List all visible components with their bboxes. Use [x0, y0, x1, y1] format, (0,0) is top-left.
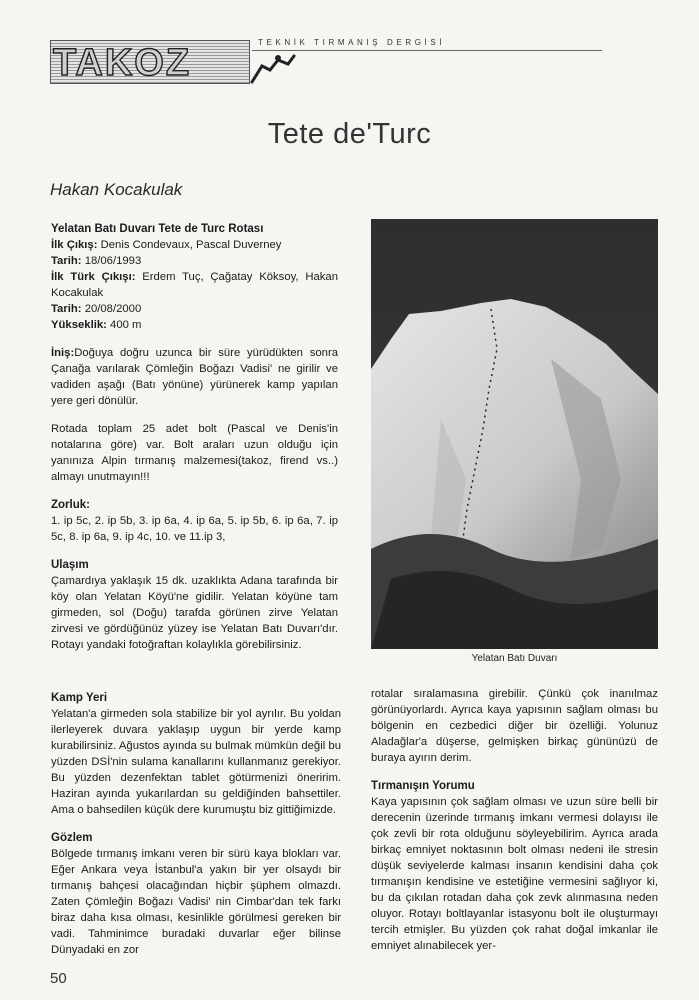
date1-label: Tarih:	[51, 255, 82, 267]
descent-paragraph	[51, 345, 338, 409]
header-rule	[252, 50, 602, 51]
continued-text: rotalar sıralamasına girebilir. Çünkü çok inanılmaz görünüyorlardı. Ayrıca kaya yapısının sağlam olması bu bölgenin en cezbedici diğer bir özelliği. Yolunuz Aladağlar'a düşerse, gelmişken birkaç gününüzü de buraya ayırın derim.	[371, 688, 658, 764]
descent-text: Doğuya doğru uzunca bir süre yürüdükten sonra Çanağa varılarak Çömleğin Boğazı Vadisi' ne girilir ve vadiden aşağı (Batı yönüne) yürünerek kamp yapılan yere geri dönülür.	[51, 347, 338, 407]
access-text: Çamardıya yaklaşık 15 dk. uzaklıkta Adana tarafında bir köy olan Yelatan Köyü'ne gidilir. Yelatan köyüne tam girmeden, sol (Doğu) tarafda görünen zirve Yelatan zirvesi ve gördüğünüz yüzey ise Yelatan Batı Duvarı'dır. Rotayı yandaki fotoğraftan kolaylıkla görebilirsiniz.	[51, 575, 338, 651]
date1-line	[51, 253, 338, 269]
column-right-bottom	[371, 686, 658, 954]
first-turkish-label: İlk Türk Çıkışı:	[51, 271, 136, 283]
route-heading: Yelatan Batı Duvarı Tete de Turc Rotası	[51, 223, 264, 235]
first-turkish-value: Erdem Tuç, Çağatay Köksoy, Hakan Kocakulak	[51, 271, 338, 299]
magazine-header	[50, 34, 610, 94]
logo-text: TAKOZ	[53, 42, 192, 84]
observation-heading: Gözlem	[51, 832, 93, 844]
tagline: TEKNİK TIRMANIŞ DERGİSİ	[258, 38, 446, 47]
date1-value: 18/06/1993	[84, 255, 142, 267]
page-number: 50	[50, 970, 67, 987]
difficulty-text: 1. ip 5c, 2. ip 5b, 3. ip 6a, 4. ip 6a, 5. ip 5b, 6. ip 6a, 7. ip 5c, 8. ip 6a, 9. ip 4c, 10. ve 11.ip 3,	[51, 515, 338, 543]
route-photo-image	[371, 219, 658, 649]
first-turkish-line	[51, 269, 338, 301]
commentary-text: Kaya yapısının çok sağlam olması ve uzun süre belli bir derecenin üzerinde tırmanış imkanı vermesi dolayısı ile çok zevli bir rota olduğunu söyleyebilirim. Ayrıca arada birkaç emniyet noktasının bolt olması nedeni ile stresin düşük seviyelerde kalması insanın kendisini daha çok tırmanışın kendisine ve estetiğine vermesini sağlıyor ki, bu da çıkılan rotadan daha çok zevk alınmasına neden oluyor. Rotayı boltlayanlar istasyonu bolt ile oluşturmayı tercih etmişler. Bu yüzden çok rahat doğal imkanlar ile emniyet alınabilecek yer-	[371, 796, 658, 952]
article-title: Tete de'Turc	[267, 118, 432, 150]
route-photo	[371, 219, 658, 649]
article-author: Hakan Kocakulak	[50, 180, 183, 199]
column-left-top	[51, 221, 338, 653]
first-ascent-line	[51, 237, 338, 253]
camp-text: Yelatan'a girmeden sola stabilize bir yol ayrılır. Bu yoldan ilerleyerek duvara yaklaşıp uygun bir yerde kamp kurabilirsiniz. Ağustos ayında su bulmak mümkün değil bu yüzden DSİ'nin sulama kanallarını kullanmanız gerekiyor. Bu yüzden dezenfektan tablet götürmenizi öneririm. Haziran ayında yukarılardan su geldiğinden bahsettiler. Ama o bahsedilen küçük dere kurumuştu biz gittiğimizde.	[51, 708, 341, 816]
camp-heading: Kamp Yeri	[51, 692, 108, 704]
commentary-heading: Tırmanışın Yorumu	[371, 780, 475, 792]
height-label: Yükseklik:	[51, 319, 107, 331]
difficulty-heading: Zorluk:	[51, 499, 90, 511]
first-ascent-value: Denis Condevaux, Pascal Duverney	[100, 239, 282, 251]
takoz-logo	[50, 40, 250, 84]
column-left-bottom	[51, 690, 341, 958]
access-heading: Ulaşım	[51, 559, 89, 571]
climber-icon	[248, 52, 298, 86]
date2-value: 20/08/2000	[84, 303, 142, 315]
height-value: 400 m	[110, 319, 142, 331]
photo-caption: Yelatan Batı Duvarı	[471, 653, 558, 664]
descent-label: İniş:	[51, 347, 75, 359]
first-ascent-label: İlk Çıkış:	[51, 239, 98, 251]
height-line	[51, 317, 338, 333]
date2-label: Tarih:	[51, 303, 82, 315]
bolts-paragraph: Rotada toplam 25 adet bolt (Pascal ve Denis'in notalarına göre) var. Bolt araları uzun olduğu için yanınıza Alpin tırmanış malzemesi(takoz, firend vs..) almayı unutmayın!!!	[51, 423, 338, 483]
date2-line	[51, 301, 338, 317]
observation-text: Bölgede tırmanış imkanı veren bir sürü kaya blokları var. Eğer Ankara veya İstanbul'a yakın bir yer olsaydı bir tırmanış bahçesi olacağından hiçbir şüphem olmazdı. Zaten Çömleğin Boğazı Vadisi' nin Cimbar'dan tek farkı biraz daha kısa olması, kesinlikle görülmesi gereken bir vadi. Tahminimce buradaki duvarlar eğer bilinse Dünyadaki en zor	[51, 848, 341, 956]
